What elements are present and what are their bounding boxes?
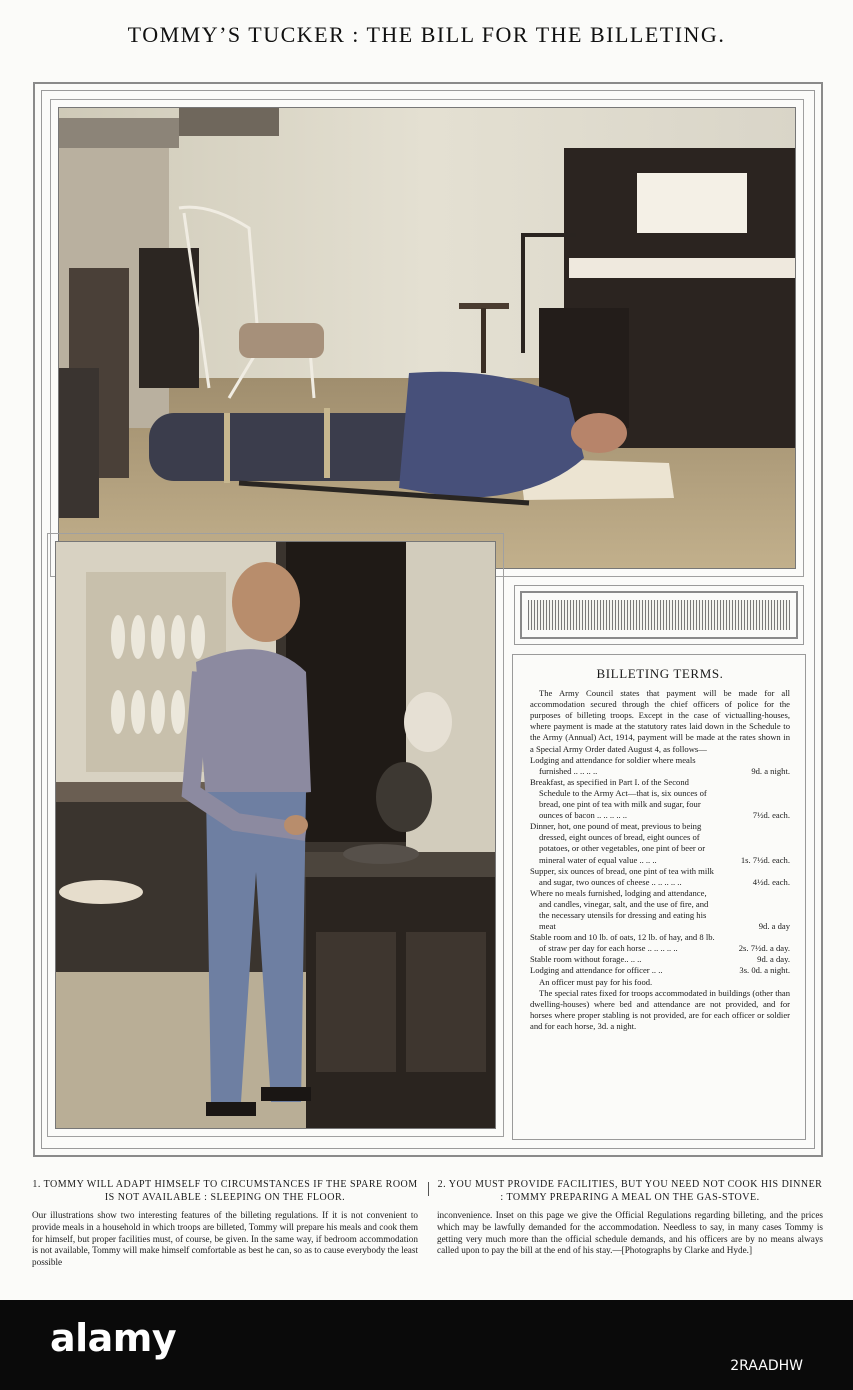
rate-price: 1s. 7½d. each. (740, 854, 790, 865)
rate-price: 9d. a night. (751, 765, 790, 776)
rate-row (530, 777, 790, 821)
special-rates: The special rates fixed for troops accommodated in buildings (other than dwelling-houses) where bed and attendance are not provided, and for horses where proper stabling is not provided, are for each officer or soldier and for each horse, 3d. a night. (530, 987, 790, 1031)
billeting-terms (530, 668, 790, 1032)
caption-divider (428, 1182, 429, 1196)
rate-item: Dinner, hot, one pound of meat, previous to being dressed, eight ounces of bread, eight ounces of potatoes, or other vegetables, one pint of beer or mineral water of equal value .. .. .. (530, 821, 706, 865)
stock-image-id: 2RAADHW (730, 1358, 803, 1374)
rate-item: Stable room and 10 lb. of oats, 12 lb. of hay, and 8 lb. of straw per day for each horse .. .. .. .. .. (530, 932, 715, 954)
rate-price: 7½d. each. (752, 810, 790, 821)
rate-item: Lodging and attendance for soldier where meals furnished .. .. .. .. (530, 754, 696, 776)
rate-row (530, 932, 790, 954)
caption-right-body: inconvenience. Inset on this page we give the Official Regulations regarding billeting, and the prices which may be lawfully demanded for the accommodation. Needless to say, in many cases Tommy is getting very much more than the official schedule demands, and his officers are by no means always called upon to pay the bill at the end of his stay.—[Photographs by Clarke and Hyde.] (437, 1210, 823, 1256)
rate-row (530, 954, 790, 965)
caption-left-heading: 1. TOMMY WILL ADAPT HIMSELF TO CIRCUMSTANCES IF THE SPARE ROOM IS NOT AVAILABLE : SLEEPING ON THE FLOOR. (32, 1179, 418, 1203)
rate-row (530, 755, 790, 777)
rate-row (530, 821, 790, 865)
caption-left-body: Our illustrations show two interesting features of the billeting regulations. If it is not convenient to provide meals in a household in which troops are billeted, Tommy will prepare his meals and cook them for himself, but proper facilities must, of course, be given. In the same way, if bedroom accommodation is not available, Tommy will make himself comfortable as best he can, so as to cause everybody the least possible (32, 1210, 418, 1268)
rate-row (530, 965, 790, 976)
page-title: TOMMY’S TUCKER : THE BILL FOR THE BILLETING. (127, 22, 726, 47)
rate-price: 4½d. each. (752, 876, 790, 887)
stock-logo: alamy (50, 1316, 177, 1360)
sleeping-on-floor-photo (58, 107, 796, 569)
rate-item: Supper, six ounces of bread, one pint of tea with milk and sugar, two ounces of cheese .. .. .. .. .. (530, 865, 714, 887)
rate-price: 9d. a day (758, 921, 790, 932)
cooking-scene-illustration (56, 542, 496, 1129)
caption-right-heading: 2. YOU MUST PROVIDE FACILITIES, BUT YOU NEED NOT COOK HIS DINNER : TOMMY PREPARING A MEAL ON THE GAS-STOVE. (437, 1179, 823, 1203)
rate-price: 9d. a day. (757, 954, 790, 965)
rate-item: Stable room without forage.. .. .. (530, 954, 642, 965)
rate-item: Breakfast, as specified in Part I. of the Second Schedule to the Army Act—that is, six ounces of bread, one pint of tea with milk and sugar, four ounces of bacon .. .. .. .. .. (530, 776, 707, 821)
caption-left (32, 1178, 418, 1269)
sleeping-scene-illustration (59, 108, 796, 569)
terms-heading: BILLETING TERMS. (596, 666, 724, 681)
terms-intro: The Army Council states that payment will be made for all accommodation secured through the chief officers of police for the purposes of billeting troops. Except in the case of victualling-houses, where payment is made at the statutory rates laid down in the Schedule to the Army (Annual) Act, 1914, payment will be made at the rates shown in a Special Army Order dated August 4, as follows— (530, 688, 790, 754)
caption-right (437, 1178, 823, 1257)
rate-row (530, 888, 790, 932)
ornament-hatching (528, 600, 790, 630)
rate-price: 2s. 7½d. a day. (738, 943, 790, 954)
cooking-on-stove-photo (55, 541, 496, 1129)
rate-item: Lodging and attendance for officer .. .. (530, 965, 663, 976)
rate-item: Where no meals furnished, lodging and attendance, and candles, vinegar, salt, and the use of fire, and the necessary utensils for dressing and eating his meat (530, 887, 709, 932)
officer-note: An officer must pay for his food. (539, 976, 653, 987)
rate-price: 3s. 0d. a night. (739, 965, 790, 976)
rate-row (530, 866, 790, 888)
